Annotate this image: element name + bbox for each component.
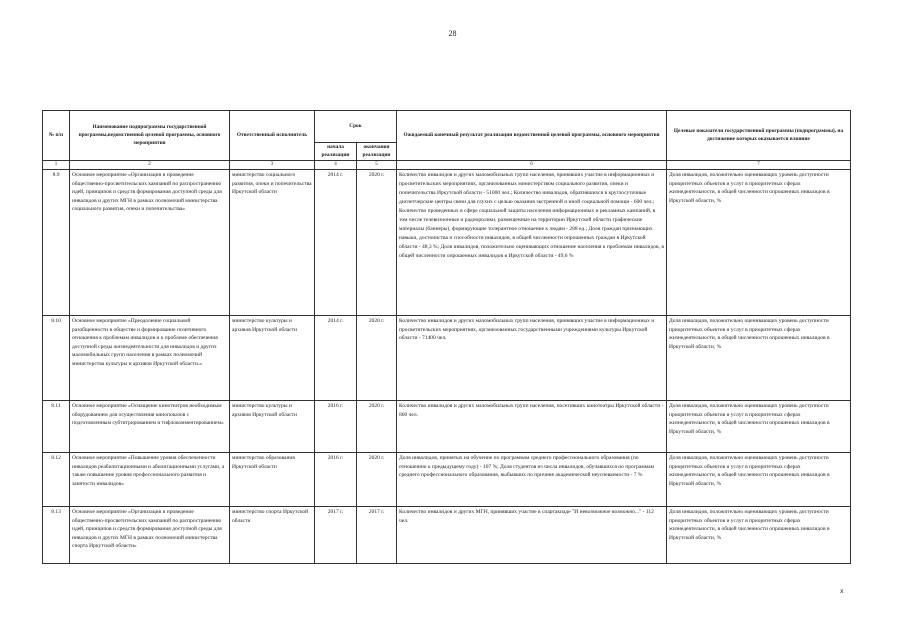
- start-year: 2014 г.: [315, 170, 357, 316]
- expected-result: Количество инвалидов и других маломобильных групп населения, принявших участие в информационных и просветительских мероприятиях, организованных государственными учреждениями культуры Иркутской области - 71400 чел.: [397, 316, 667, 401]
- end-year: 2017 г.: [357, 507, 397, 564]
- table-row: [43, 401, 851, 453]
- expected-result: Количество инвалидов и других маломобильных групп населения, посетивших кинотеатры Иркутской области - 860 чел.: [397, 401, 667, 453]
- expected-result: Количество инвалидов и других МГН, принявших участие в спартакиаде "И невозможное возможно..." - 112 чел.: [397, 507, 667, 564]
- column-number: 5: [357, 161, 397, 170]
- header-result: Ожидаемый конечный результат реализации ведомственной целевой программы, основного мероприятия: [397, 111, 667, 161]
- column-number: 7: [667, 161, 851, 170]
- end-year: 2020 г.: [357, 401, 397, 453]
- header-row: [43, 111, 851, 143]
- target-indicator: Доля инвалидов, положительно оценивающих уровень доступности приоритетных объектов и услуг в приоритетных сферах жизнедеятельности, в общей численности опрошенных инвалидов в Иркутской области, %: [667, 316, 851, 401]
- header-end: окончания реализации: [357, 143, 397, 161]
- activity-name: Основное мероприятие «Организация и проведение общественно-просветительских кампаний по распространению идей, принципов и средств формирования доступной среды для инвалидов и других МГН в рамках полномочий министерства спорта Иркутской области»: [70, 507, 230, 564]
- start-year: 2016 г.: [315, 453, 357, 507]
- end-year: 2020 г.: [357, 453, 397, 507]
- column-number: 6: [397, 161, 667, 170]
- column-number: 2: [70, 161, 230, 170]
- responsible-executor: министерство социального развития, опеки и попечительства Иркутской области: [230, 170, 315, 316]
- activity-name: Основное мероприятие «Организация и проведение общественно-просветительских кампаний по распространению идей, принципов и средств формирования доступной среды для инвалидов и других МГН в рамках полномочий министерства социального развития, опеки и попечительства»: [70, 170, 230, 316]
- row-number: 8.13: [43, 507, 70, 564]
- header-indicator: Целевые показатели государственной программы (подпрограммы), на достижение которых оказывается влияние: [667, 111, 851, 161]
- page-number: 28: [448, 29, 457, 38]
- corner-mark: х: [840, 588, 844, 595]
- table-row: [43, 507, 851, 564]
- expected-result: Доля инвалидов, принятых на обучение по программам среднего профессионального образования (по отношению к предыдущему году) - 107 %; Доля студентов из числа инвалидов, обучавшихся по программам среднего профессионального образования, выбывших по причине академической неуспеваемости - 7 %: [397, 453, 667, 507]
- target-indicator: Доля инвалидов, положительно оценивающих уровень доступности приоритетных объектов и услуг в приоритетных сферах жизнедеятельности, в общей численности опрошенных инвалидов в Иркутской области, %: [667, 453, 851, 507]
- column-number-row: [43, 161, 851, 170]
- row-number: 8.12: [43, 453, 70, 507]
- program-activities-table: [42, 110, 851, 564]
- responsible-executor: министерство культуры и архивов Иркутской области: [230, 401, 315, 453]
- header-start: начала реализации: [315, 143, 357, 161]
- end-year: 2020 г.: [357, 316, 397, 401]
- column-number: 4: [315, 161, 357, 170]
- header-name: Наименование подпрограммы государственной программы,ведомственной целевой программы, основного мероприятия: [70, 111, 230, 161]
- expected-result: Количество инвалидов и других маломобильных групп населения, принявших участие в информационных и просветительских мероприятиях, организованных министерством социального развития, опеки и попечительства Иркутской области - 51000 чел.; Количество инвалидов, обратившихся в круглосуточные диспетчерские центры связи для глухих с целью оказания экстренной и иной социальной помощи - 600 чел.; Количество проведенных в сфере социальной защиты населения информационных и рекламных кампаний, в том числе телевизионные и радиоролики, размещенные на территории Иркутской области графические материалы (баннеры), формирующие толерантное отношение к людям - 288 ед.; Доля граждан признающих навыки, достоинства и способности инвалидов, в общей численности опрошенных граждан в Иркутской области - 48,3 %; Доля инвалидов, положительно оценивающих отношение населения к проблемам инвалидов, в общей численности опрошенных инвалидов в Иркутской области - 49,6 %: [397, 170, 667, 316]
- row-number: 8.11: [43, 401, 70, 453]
- table-row: [43, 316, 851, 401]
- end-year: 2020 г.: [357, 170, 397, 316]
- row-number: 8.9: [43, 170, 70, 316]
- activity-name: Основное мероприятие «Преодоление социальной разобщенности в обществе и формирование позитивного отношения к проблемам инвалидов и к проблеме обеспечения доступной среды жизнедеятельности для инвалидов и других маломобильных групп населения в рамках полномочий министерства культуры и архивов Иркутской области.»: [70, 316, 230, 401]
- column-number: 3: [230, 161, 315, 170]
- target-indicator: Доля инвалидов, положительно оценивающих уровень доступности приоритетных объектов и услуг в приоритетных сферах жизнедеятельности, в общей численности опрошенных инвалидов в Иркутской области, %: [667, 401, 851, 453]
- target-indicator: Доля инвалидов, положительно оценивающих уровень доступности приоритетных объектов и услуг в приоритетных сферах жизнедеятельности, в общей численности опрошенных инвалидов в Иркутской области, %: [667, 170, 851, 316]
- start-year: 2014 г.: [315, 316, 357, 401]
- header-term: Срок: [315, 111, 397, 143]
- table-row: [43, 453, 851, 507]
- target-indicator: Доля инвалидов, положительно оценивающих уровень доступности приоритетных объектов и услуг в приоритетных сферах жизнедеятельности, в общей численности опрошенных инвалидов в Иркутской области, %: [667, 507, 851, 564]
- start-year: 2016 г.: [315, 401, 357, 453]
- column-number: 1: [43, 161, 70, 170]
- start-year: 2017 г.: [315, 507, 357, 564]
- responsible-executor: министерство культуры и архивов Иркутской области: [230, 316, 315, 401]
- activity-name: Основное мероприятие «Повышение уровня обеспеченности инвалидов реабилитационными и абилитационными услугами, а также повышение уровня профессионального развития и занятости инвалидов»: [70, 453, 230, 507]
- header-executor: Ответственный исполнитель: [230, 111, 315, 161]
- responsible-executor: министерство спорта Иркутской области: [230, 507, 315, 564]
- activity-name: Основное мероприятие «Оснащение кинотеатров необходимым оборудованием для осуществления кинопоказов с подготовленным субтитрированием и тифлокомментированием»: [70, 401, 230, 453]
- responsible-executor: министерство образования Иркутской области: [230, 453, 315, 507]
- table-row: [43, 170, 851, 316]
- header-num: № п/п: [43, 111, 70, 161]
- row-number: 8.10: [43, 316, 70, 401]
